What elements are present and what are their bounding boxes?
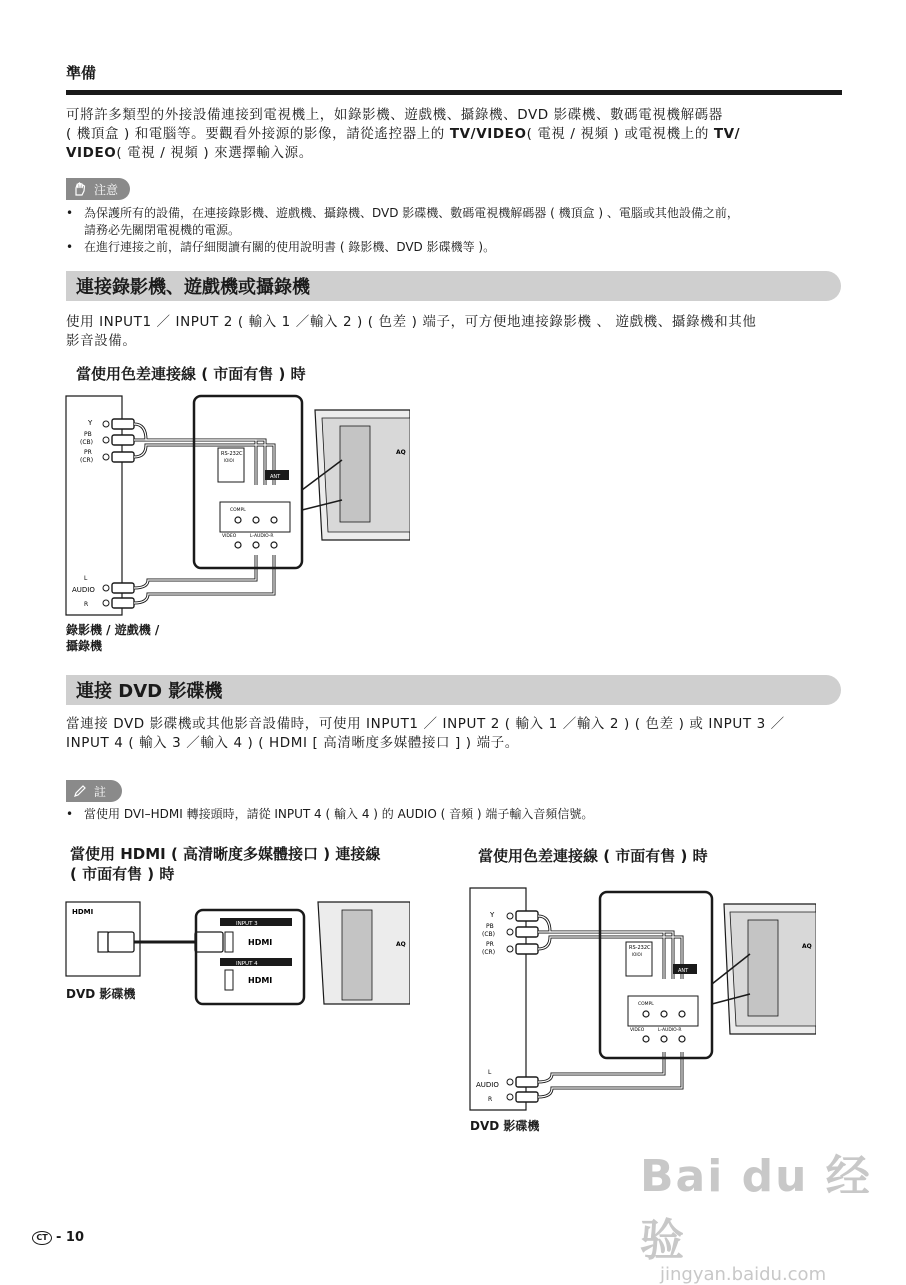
caution-label: 注意 [94,182,119,197]
tv-brand-hdmi: AQ [396,941,406,948]
tv-brand-2: AQ [802,943,812,950]
baidu-watermark: Bai du 经验 jingyan.baidu.com [640,1151,872,1285]
compl-label-2: COMPL [638,1002,654,1007]
ant-label-2: ANT [678,968,689,974]
caution-list [66,205,856,256]
pencil-icon [72,783,88,799]
terminal-panel [194,396,302,568]
label-pr: PR [84,449,92,456]
l-audio-r-label: L-AUDIO-R [250,534,274,539]
input4-hdmi-label: HDMI [248,976,273,985]
label-audio-2: AUDIO [476,1081,499,1089]
rs232c-label-2: RS-232C [629,945,651,951]
section-label: 準備 [66,64,97,82]
video-label-2: VIDEO [630,1028,645,1033]
label-y-2: Y [490,911,495,919]
label-pb: PB [84,431,92,438]
dvd-hdmi-port [98,932,108,952]
compl-label: COMPL [230,508,246,513]
intro-line-1: 可將許多類型的外接設備連接到電視機上，如錄影機、遊戲機、攝錄機、DVD 影碟機、數碼電視機解碼器 [66,107,723,123]
list-item: • 為保護所有的設備，在連接錄影機、遊戲機、攝錄機、DVD 影碟機、數碼電視機解碼器 ( 機頂盒 ) 、電腦或其他設備之前， [66,206,739,220]
note-label: 註 [94,784,107,799]
caution-badge [66,178,130,200]
label-r: R [84,601,89,608]
list-item: • 在進行連接之前，請仔細閱讀有關的使用說明書 ( 錄影機、DVD 影碟機等 )。 [66,240,496,254]
note-badge [66,780,122,802]
ct-badge: CT [32,1231,52,1245]
label-cb-2: (CB) [482,931,495,938]
hdmi-subtitle: 當使用 HDMI ( 高清晰度多媒體接口 ) 連接線 ( 市面有售 ) 時 [70,845,381,883]
input4-port [225,970,233,990]
video-label: VIDEO [222,534,237,539]
list-item: • 當使用 DVI–HDMI 轉接頭時，請從 INPUT 4 ( 輸入 4 ) 的 AUDIO ( 音頻 ) 端子輸入音頻信號。 [66,807,594,821]
header-rule [66,90,842,95]
tv-rear-2 [712,904,816,1034]
label-cr: (CR) [80,457,94,464]
intro-line-2: ( 機頂盒 ) 和電腦等。要觀看外接源的影像，請從遙控器上的 TV/VIDEO( 電視 / 視頻 ) 或電視機上的 TV/ [66,126,741,142]
section2-paragraph: 當連接 DVD 影碟機或其他影音設備時，可使用 INPUT1 ／ INPUT 2 ( 輸入 1 ／輸入 2 ) ( 色差 ) 或 INPUT 3 ／ INPUT 4 ( 輸入 3 ／輸入 4 ) ( HDMI [ 高清晰度多媒體接口 ] ) 端子。 [66,716,785,751]
list-item: 請務必先關閉電視機的電源。 [84,223,241,237]
intro-paragraph [66,106,846,163]
ant-label: ANT [270,474,281,480]
tv-brand: AQ [396,449,406,456]
input4-label: INPUT 4 [236,961,258,967]
label-pr-2: PR [486,941,494,948]
label-cr-2: (CR) [482,949,496,956]
hand-icon [72,181,88,197]
l-audio-r-label-2: L-AUDIO-R [658,1028,682,1033]
dvd-caption-component: DVD 影碟機 [470,1119,540,1133]
section-title-dvd: 連接 DVD 影碟機 [66,675,841,705]
hdmi-plug-right [195,932,223,952]
recorder-caption: 錄影機 / 遊戲機 / 攝錄機 [66,623,160,653]
section-title-recorder: 連接錄影機、遊戲機或攝錄機 [66,271,841,301]
label-r-2: R [488,1096,493,1103]
tv-rear-hdmi [318,902,410,1004]
input3-hdmi-label: HDMI [248,938,273,947]
component-subtitle: 當使用色差連接線 ( 市面有售 ) 時 [478,847,708,865]
label-pb-2: PB [486,923,494,930]
terminal-panel-2 [600,892,712,1058]
label-l-2: L [488,1069,492,1076]
dvd-component-diagram [466,884,816,1114]
tv-rear [302,410,410,540]
input3-label: INPUT 3 [236,921,258,927]
ioioi-label: IOIOI [224,458,234,463]
note-list [66,806,856,823]
input3-port [225,932,233,952]
label-audio: AUDIO [72,586,95,594]
intro-line-3: VIDEO( 電視 / 視頻 ) 來選擇輸入源。 [66,145,313,161]
hdmi-plug-left [108,932,134,952]
dvd-hdmi-label: HDMI [72,908,94,916]
rs232c-label: RS-232C [221,451,243,457]
ioioi-label-2: IOIOI [632,952,642,957]
label-y: Y [88,419,93,427]
label-l: L [84,575,88,582]
recorder-component-diagram [60,390,410,620]
section1-subtitle: 當使用色差連接線 ( 市面有售 ) 時 [76,365,306,383]
label-cb: (CB) [80,439,93,446]
page-number: CT - 10 [32,1230,84,1245]
dvd-caption-hdmi: DVD 影碟機 [66,987,136,1001]
section1-paragraph: 使用 INPUT1 ／ INPUT 2 ( 輸入 1 ／輸入 2 ) ( 色差 ) 端子，可方便地連接錄影機 、 遊戲機、攝錄機和其他 影音設備。 [66,314,757,349]
